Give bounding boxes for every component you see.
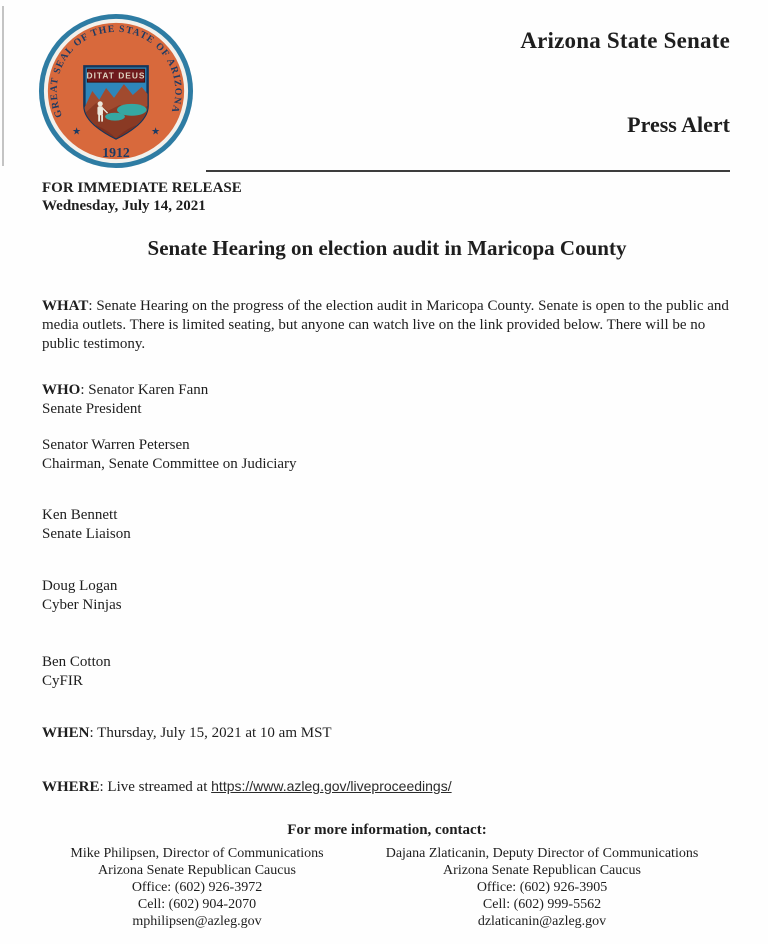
when-label: WHEN: [42, 725, 90, 741]
star-icon: ★: [151, 126, 160, 138]
person-role: Chairman, Senate Committee on Judiciary: [42, 456, 297, 472]
contact-columns: [42, 845, 732, 930]
seal-banner-text: DITAT DEUS: [86, 70, 146, 81]
contact-email: mphilipsen@azleg.gov: [132, 914, 262, 929]
who-first-role: Senate President: [42, 401, 142, 417]
contact-heading: For more information, contact:: [287, 822, 487, 838]
livestream-link[interactable]: https://www.azleg.gov/liveproceedings/: [211, 778, 452, 794]
release-line: FOR IMMEDIATE RELEASE: [42, 180, 242, 196]
contact-card: [385, 845, 699, 930]
person-role: Cyber Ninjas: [42, 597, 122, 613]
star-icon: ★: [72, 126, 81, 138]
contact-org: Arizona Senate Republican Caucus: [443, 863, 641, 878]
release-info: [42, 179, 732, 215]
who-entry: [42, 577, 732, 615]
contact-name: Mike Philipsen, Director of Communications: [70, 846, 324, 861]
headline: Senate Hearing on election audit in Maricopa County: [147, 236, 627, 260]
who-entry: [42, 436, 732, 474]
seal-ring-text: GREAT SEAL OF THE STATE OF ARIZONA: [48, 23, 184, 120]
contact-email: dzlaticanin@azleg.gov: [477, 914, 607, 929]
person-name: Doug Logan: [42, 578, 118, 594]
contact-cell-phone: Cell: (602) 999-5562: [482, 897, 602, 912]
where-label: WHERE: [42, 779, 100, 795]
seal-year: 1912: [102, 145, 130, 161]
arizona-state-seal-icon: [37, 12, 195, 170]
where-text: : Live streamed at: [99, 779, 212, 795]
contact-cell-phone: Cell: (602) 904-2070: [137, 897, 257, 912]
who-label: WHO: [42, 382, 81, 398]
person-name: Ben Cotton: [42, 654, 111, 670]
contact-name: Dajana Zlaticanin, Deputy Director of Communications: [385, 846, 699, 861]
when-section: [42, 724, 732, 743]
who-first-name: : Senator Karen Fann: [80, 382, 209, 398]
org-title: Arizona State Senate: [520, 28, 730, 53]
who-section: [42, 381, 732, 419]
contact-org: Arizona Senate Republican Caucus: [98, 863, 296, 878]
what-text: : Senate Hearing on the progress of the election audit in Maricopa County. Senate is open to the public and media outlets. There is limited seating, but anyone can watch live on the link provided below. There will be no public testimony.: [42, 298, 729, 352]
document-body: [42, 179, 732, 930]
person-name: Senator Warren Petersen: [42, 437, 190, 453]
contact-office-phone: Office: (602) 926-3972: [131, 880, 263, 895]
what-section: [42, 297, 732, 354]
when-text: : Thursday, July 15, 2021 at 10 am MST: [89, 725, 332, 741]
contact-office-phone: Office: (602) 926-3905: [476, 880, 608, 895]
scan-edge-artifact: [2, 6, 4, 166]
person-name: Ken Bennett: [42, 507, 118, 523]
doc-type-title: Press Alert: [627, 112, 730, 137]
who-entry: [42, 506, 732, 544]
contact-card: [42, 845, 352, 930]
header-divider: [206, 170, 730, 172]
person-role: CyFIR: [42, 673, 83, 689]
where-section: [42, 777, 732, 797]
what-label: WHAT: [42, 298, 89, 314]
person-role: Senate Liaison: [42, 526, 131, 542]
release-date: Wednesday, July 14, 2021: [42, 198, 206, 214]
who-entry: [42, 653, 732, 691]
